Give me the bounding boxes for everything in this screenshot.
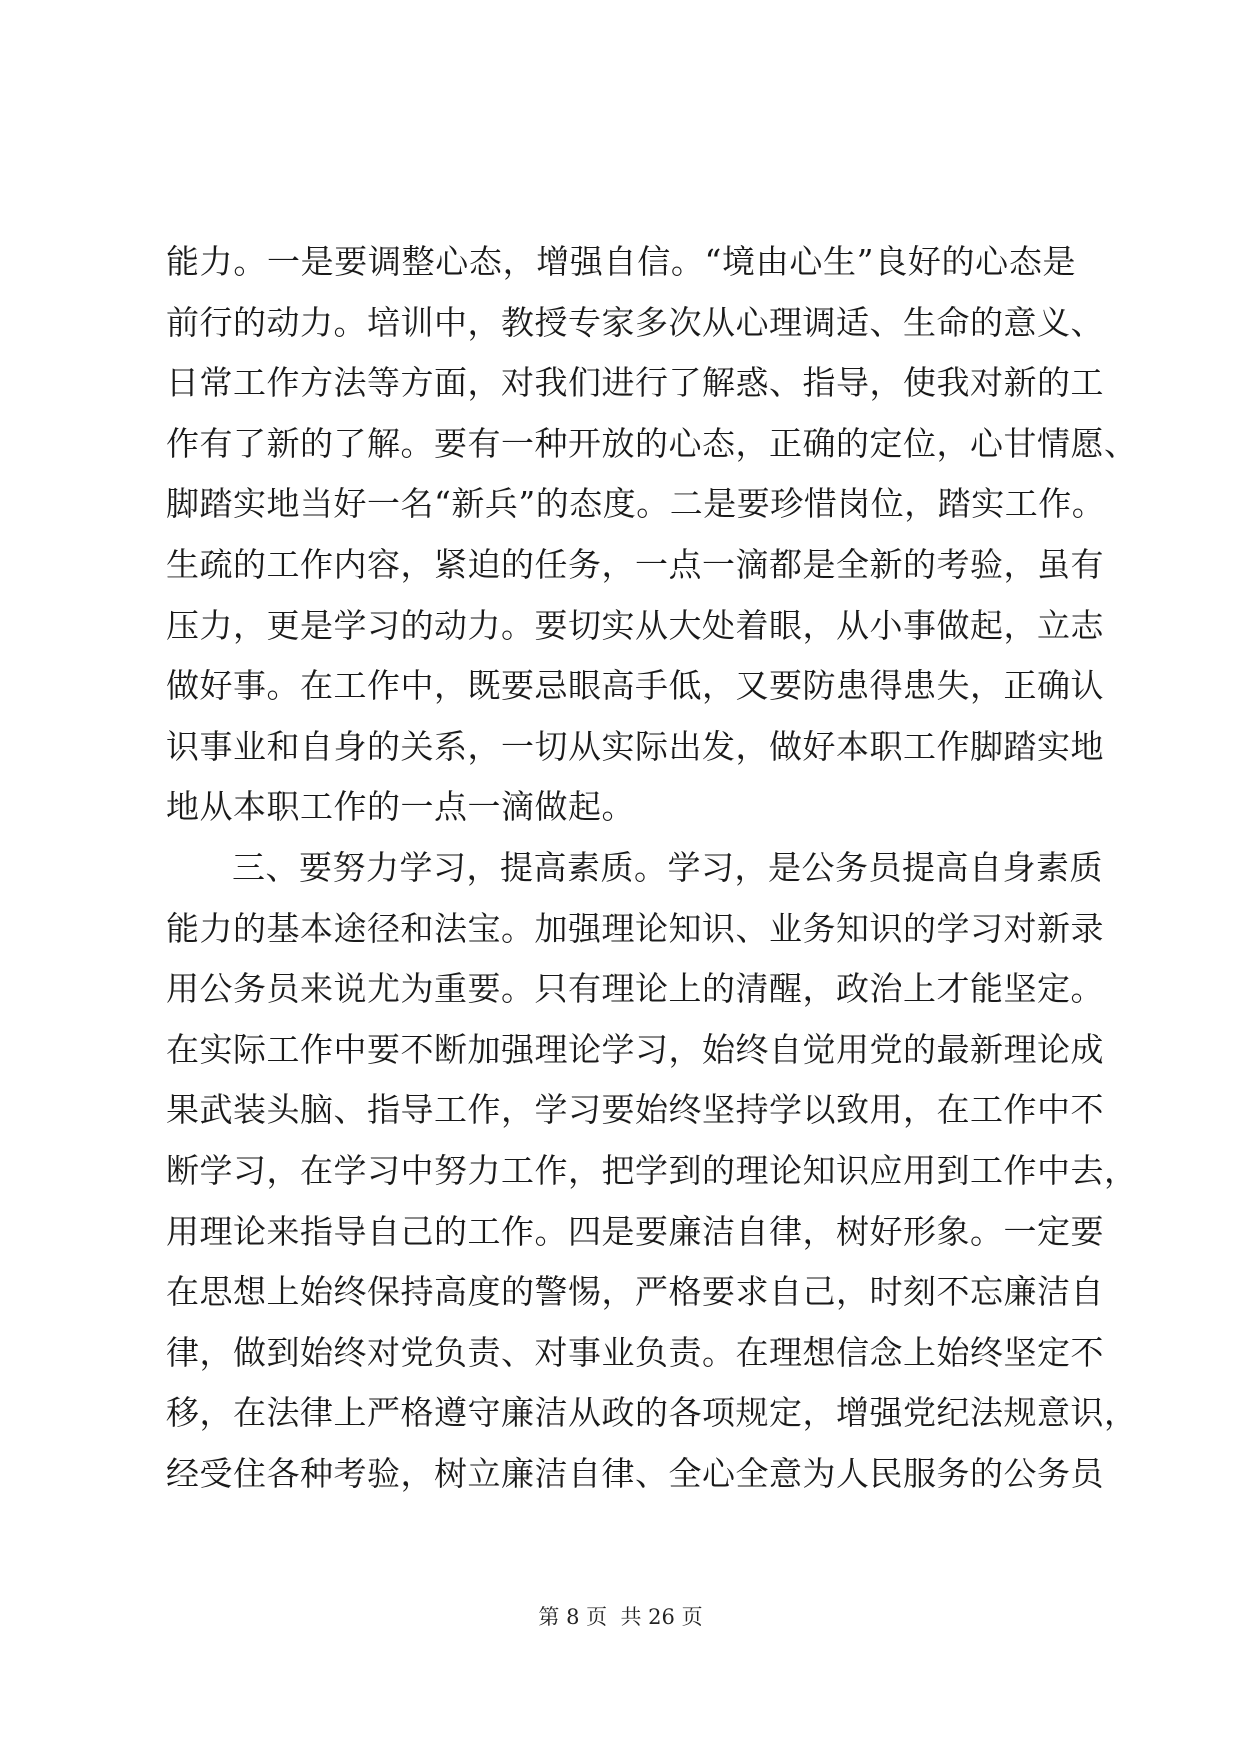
current-page-number: 第 8 页 bbox=[538, 1605, 608, 1629]
text-line: 果武装头脑、指导工作，学习要始终坚持学以致用，在工作中不 bbox=[166, 1090, 1104, 1130]
footer-spacer bbox=[607, 1605, 620, 1629]
text-line: 地从本职工作的一点一滴做起。 bbox=[166, 787, 635, 827]
paragraph-1 bbox=[166, 232, 1138, 838]
text-line: 用理论来指导自己的工作。四是要廉洁自律，树好形象。一定要 bbox=[166, 1211, 1104, 1251]
text-line: 能力的基本途径和法宝。加强理论知识、业务知识的学习对新录 bbox=[166, 908, 1104, 948]
text-line: 移，在法律上严格遵守廉洁从政的各项规定，增强党纪法规意识， bbox=[166, 1393, 1138, 1433]
paragraph-2 bbox=[166, 838, 1138, 1505]
text-line: 在思想上始终保持高度的警惕，严格要求自己，时刻不忘廉洁自 bbox=[166, 1272, 1104, 1312]
document-body bbox=[166, 232, 1138, 1504]
text-line: 作有了新的了解。要有一种开放的心态，正确的定位，心甘情愿、 bbox=[166, 423, 1138, 463]
text-line: 律，做到始终对党负责、对事业负责。在理想信念上始终坚定不 bbox=[166, 1332, 1104, 1372]
text-line: 用公务员来说尤为重要。只有理论上的清醒，政治上才能坚定。 bbox=[166, 969, 1104, 1009]
text-line: 识事业和自身的关系，一切从实际出发，做好本职工作脚踏实地 bbox=[166, 726, 1104, 766]
total-pages: 共 26 页 bbox=[620, 1605, 703, 1629]
text-line: 能力。一是要调整心态，增强自信。“境由心生”良好的心态是 bbox=[166, 242, 1076, 281]
text-line: 经受住各种考验，树立廉洁自律、全心全意为人民服务的公务员 bbox=[166, 1453, 1104, 1493]
text-line: 在实际工作中要不断加强理论学习，始终自觉用党的最新理论成 bbox=[166, 1029, 1104, 1069]
text-line: 三、要努力学习，提高素质。学习，是公务员提高自身素质 bbox=[232, 847, 1103, 887]
text-line: 断学习，在学习中努力工作，把学到的理论知识应用到工作中去， bbox=[166, 1150, 1138, 1190]
text-line: 压力，更是学习的动力。要切实从大处着眼，从小事做起，立志 bbox=[166, 605, 1104, 645]
text-line: 生疏的工作内容，紧迫的任务，一点一滴都是全新的考验，虽有 bbox=[166, 544, 1104, 584]
text-line: 前行的动力。培训中，教授专家多次从心理调适、生命的意义、 bbox=[166, 302, 1104, 342]
text-line: 脚踏实地当好一名“新兵”的态度。二是要珍惜岗位，踏实工作。 bbox=[166, 484, 1106, 524]
text-line: 做好事。在工作中，既要忌眼高手低，又要防患得患失，正确认 bbox=[166, 666, 1104, 706]
text-line: 日常工作方法等方面，对我们进行了解惑、指导，使我对新的工 bbox=[166, 363, 1104, 403]
page-footer bbox=[0, 1602, 1241, 1632]
